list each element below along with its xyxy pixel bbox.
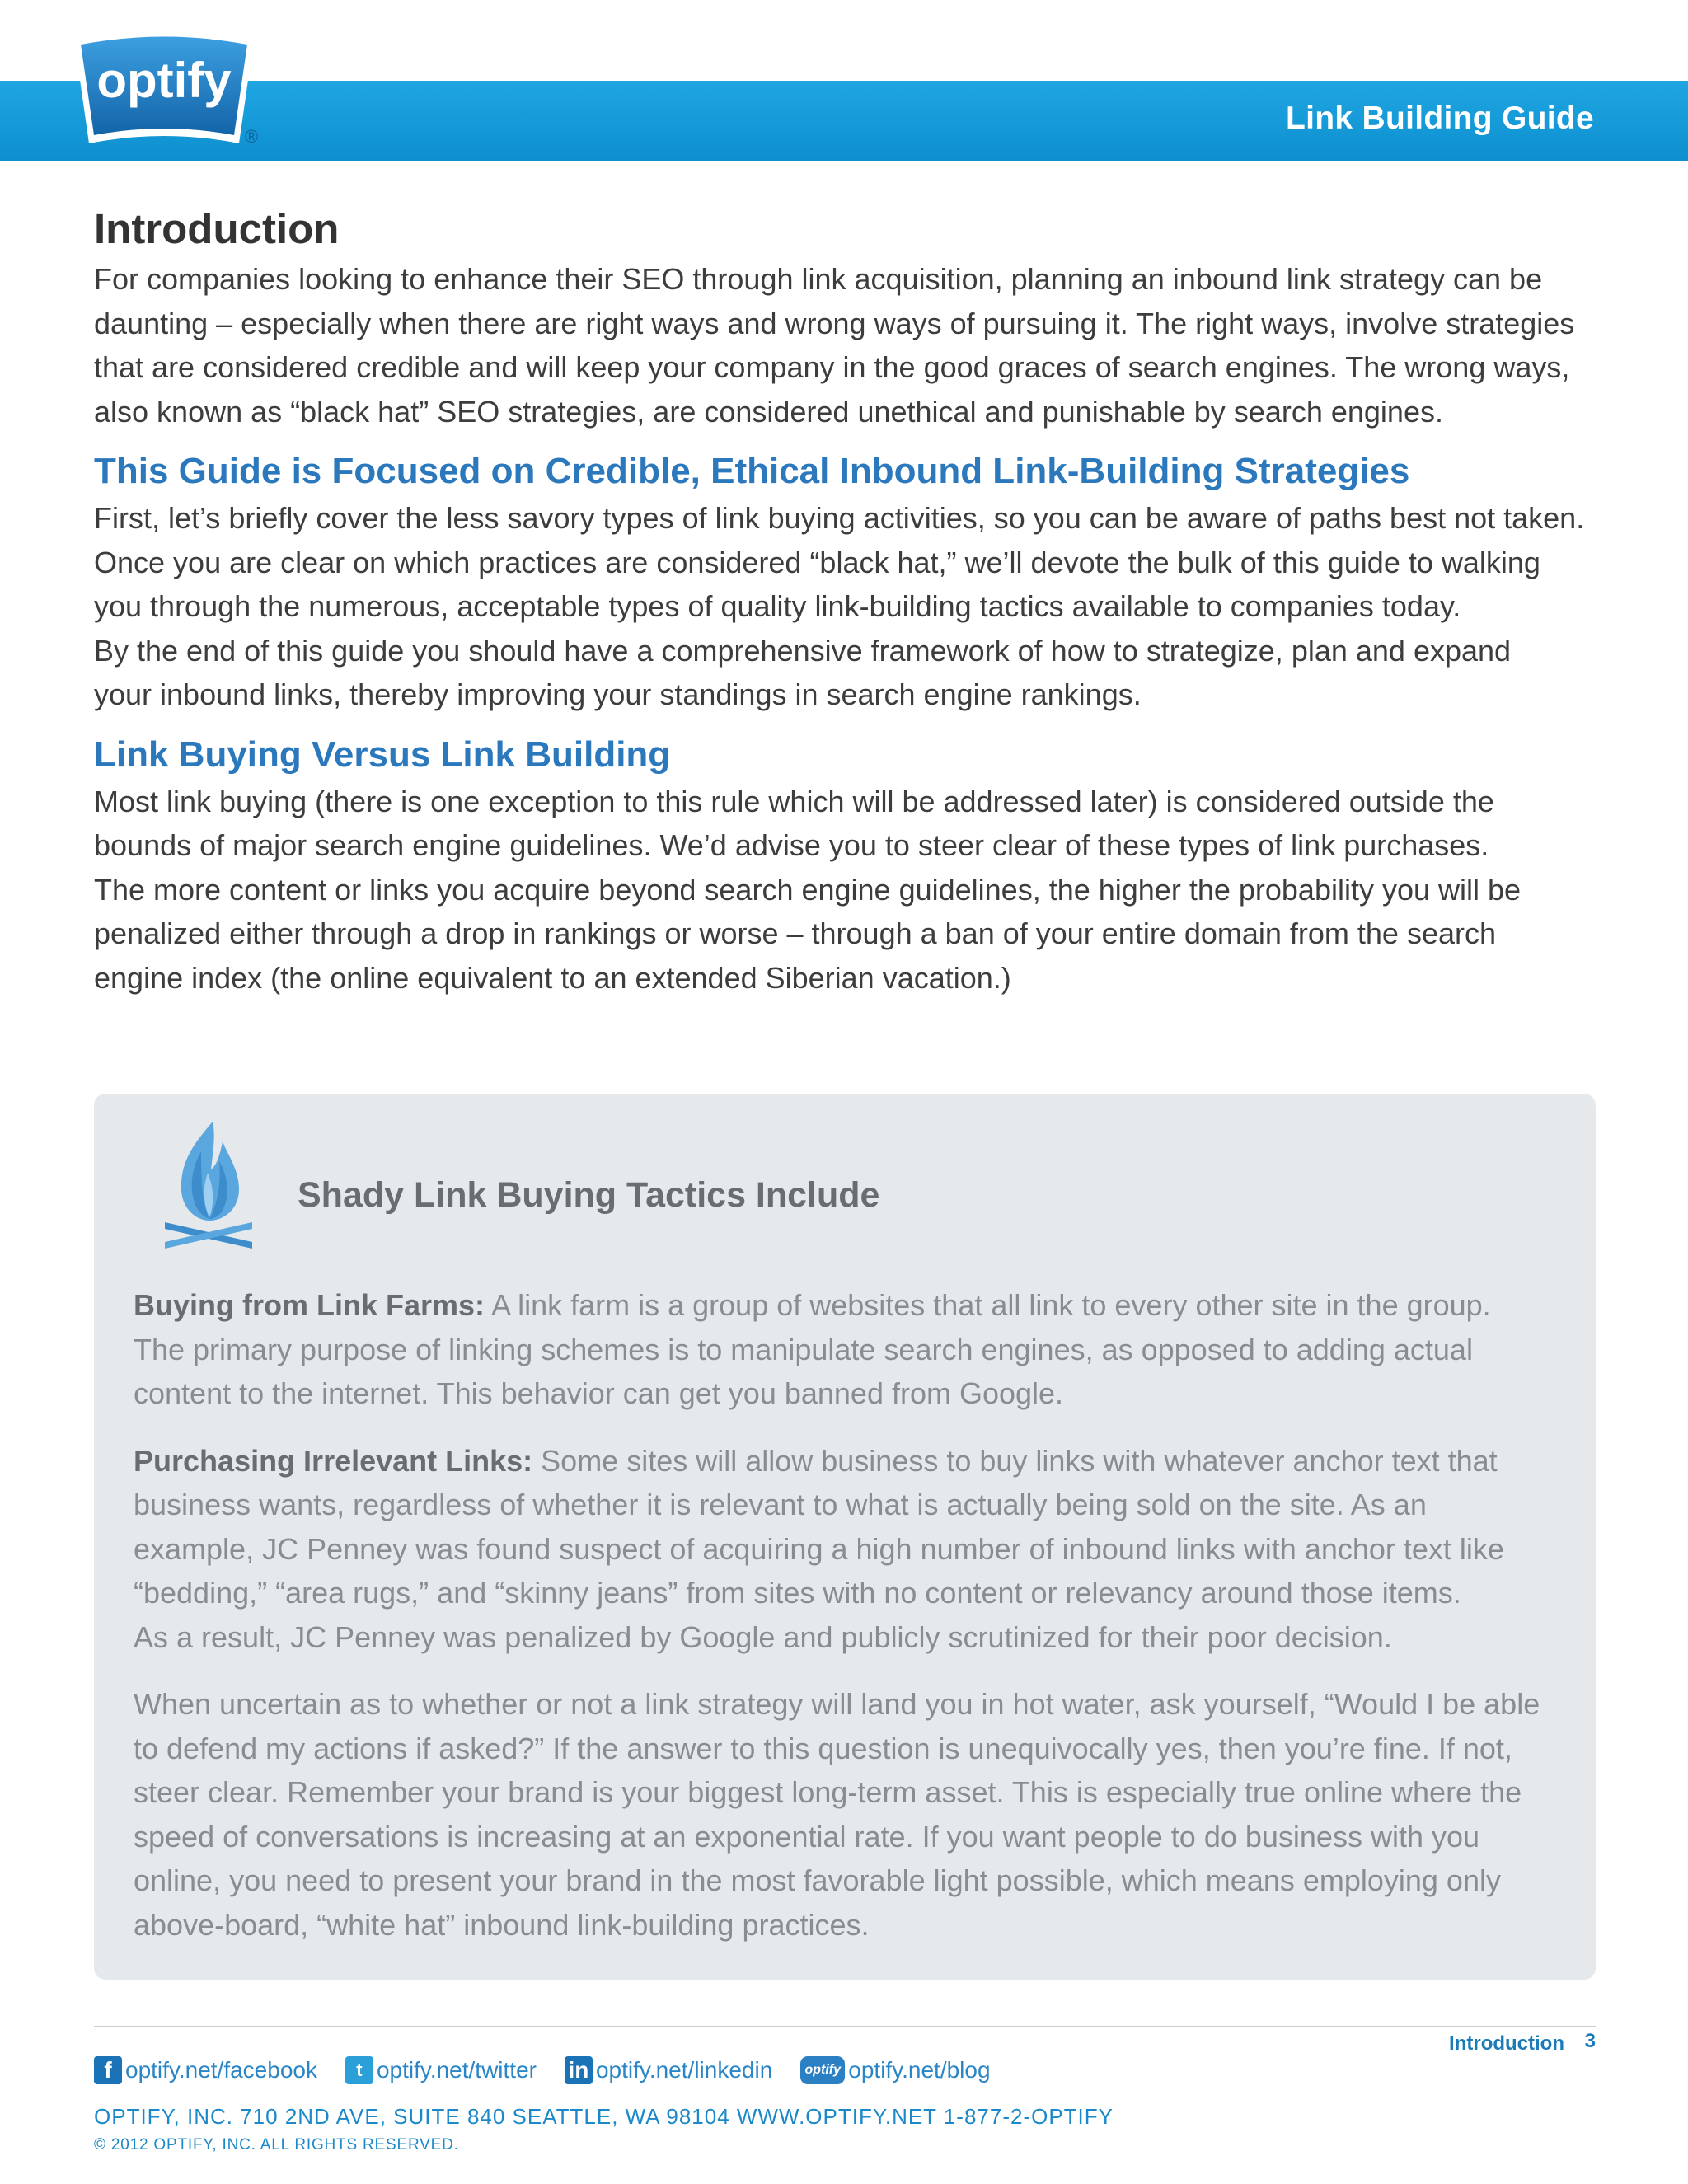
- closing-line: speed of conversations is increasing at an exponential rate. If you want people to do business with you: [134, 1819, 1480, 1854]
- buying-line: penalized either through a drop in rankings or worse – through a ban of your entire domain from the search: [94, 916, 1496, 950]
- page-title: Introduction: [94, 205, 340, 252]
- closing-line: above-board, “white hat” inbound link-building practices.: [134, 1907, 870, 1942]
- buying-line: engine index (the online equivalent to an extended Siberian vacation.): [94, 960, 1011, 995]
- closing-line: steer clear. Remember your brand is your biggest long-term asset. This is especially true online where the: [134, 1775, 1522, 1809]
- callout-title: Shady Link Buying Tactics Include: [298, 1175, 880, 1215]
- intro-line: daunting – especially when there are right ways and wrong ways of pursuing it. The right ways, involve strategies: [94, 306, 1575, 340]
- irrelevant-line: example, JC Penney was found suspect of acquiring a high number of inbound links with anchor text like: [134, 1531, 1504, 1566]
- shady-tactics-callout: [94, 1094, 1596, 1980]
- irrelevant-links-lead: Purchasing Irrelevant Links:: [134, 1443, 533, 1478]
- guide-line: you through the numerous, acceptable types of quality link-building tactics available to companies today.: [94, 589, 1461, 623]
- copyright: © 2012 OPTIFY, INC. ALL RIGHTS RESERVED.: [94, 2136, 459, 2154]
- link-buying-paragraph: [94, 780, 1602, 1001]
- logo-wordmark: optify: [96, 53, 232, 108]
- link-farms-paragraph: [134, 1283, 1568, 1416]
- blog-link[interactable]: [800, 2055, 990, 2085]
- twitter-link-label[interactable]: optify.net/twitter: [376, 2057, 537, 2083]
- guide-focus-heading: This Guide is Focused on Credible, Ethical Inbound Link-Building Strategies: [94, 451, 1410, 491]
- intro-line: For companies looking to enhance their SEO through link acquisition, planning an inbound link strategy can be: [94, 262, 1543, 296]
- irrelevant-line: “bedding,” “area rugs,” and “skinny jeans” from sites with no content or relevancy around those items.: [134, 1576, 1461, 1610]
- irrelevant-line: Some sites will allow business to buy links with whatever anchor text that: [532, 1443, 1498, 1478]
- irrelevant-line: business wants, regardless of whether it is relevant to what is actually being sold on the site. As an: [134, 1488, 1427, 1521]
- irrelevant-links-paragraph: [134, 1439, 1568, 1660]
- guide-line: Once you are clear on which practices are considered “black hat,” we’ll devote the bulk of this guide to walking: [94, 545, 1540, 579]
- footer-section-label: Introduction: [1449, 2032, 1564, 2055]
- twitter-link[interactable]: [345, 2055, 537, 2085]
- link-farms-line: A link farm is a group of websites that all link to every other site in the group.: [485, 1288, 1491, 1322]
- link-farms-line: The primary purpose of linking schemes is to manipulate search engines, as opposed to adding actual: [134, 1332, 1473, 1366]
- social-links: [94, 2054, 1019, 2087]
- intro-paragraph: [94, 257, 1602, 434]
- facebook-link[interactable]: [94, 2055, 317, 2085]
- closing-line: online, you need to present your brand in the most favorable light possible, which means employing only: [134, 1863, 1501, 1897]
- footer-divider: [94, 2026, 1596, 2027]
- registered-mark: ®: [245, 126, 259, 147]
- guide-line: By the end of this guide you should have a comprehensive framework of how to strategize, plan and expand: [94, 633, 1512, 668]
- closing-line: to defend my actions if asked?” If the answer to this question is unequivocally yes, then you’re fine. If not,: [134, 1731, 1512, 1765]
- link-buying-heading: Link Buying Versus Link Building: [94, 733, 671, 775]
- facebook-link-label[interactable]: optify.net/facebook: [125, 2057, 317, 2083]
- guide-title: Link Building Guide: [1285, 101, 1594, 136]
- intro-line: also known as “black hat” SEO strategies, are considered unethical and punishable by search engines.: [94, 394, 1443, 429]
- main-content: [94, 201, 1602, 1000]
- intro-line: that are considered credible and will keep your company in the good graces of search engines. The wrong ways,: [94, 350, 1570, 384]
- closing-paragraph: [134, 1682, 1568, 1947]
- campfire-icon: [162, 1118, 256, 1250]
- optify-blog-icon: optify: [800, 2056, 845, 2084]
- linkedin-icon: in: [565, 2056, 593, 2084]
- buying-line: Most link buying (there is one exception to this rule which will be addressed later) is considered outside the: [94, 784, 1494, 818]
- link-farms-lead: Buying from Link Farms:: [134, 1288, 485, 1322]
- closing-line: When uncertain as to whether or not a link strategy will land you in hot water, ask yourself, “Would I be able: [134, 1687, 1540, 1721]
- buying-line: The more content or links you acquire beyond search engine guidelines, the higher the probability you will be: [94, 872, 1522, 907]
- guide-focus-paragraph: [94, 496, 1602, 717]
- page-number: 3: [1584, 2030, 1596, 2052]
- blog-link-label[interactable]: optify.net/blog: [848, 2057, 991, 2083]
- buying-line: bounds of major search engine guidelines. We’d advise you to steer clear of these types of link purchases.: [94, 828, 1489, 862]
- optify-logo[interactable]: [69, 25, 259, 148]
- linkedin-link-label[interactable]: optify.net/linkedin: [595, 2057, 773, 2083]
- callout-body: [134, 1283, 1568, 1970]
- guide-line: First, let’s briefly cover the less savory types of link buying activities, so you can be aware of paths best not taken.: [94, 501, 1585, 535]
- company-address: OPTIFY, INC. 710 2ND AVE, SUITE 840 SEATTLE, WA 98104 WWW.OPTIFY.NET 1-877-2-OPTIFY: [94, 2104, 1114, 2129]
- irrelevant-line: As a result, JC Penney was penalized by Google and publicly scrutinized for their poor decision.: [134, 1619, 1392, 1654]
- facebook-icon: f: [94, 2056, 122, 2084]
- link-farms-line: content to the internet. This behavior can get you banned from Google.: [134, 1376, 1064, 1410]
- guide-line: your inbound links, thereby improving your standings in search engine rankings.: [94, 677, 1142, 711]
- linkedin-link[interactable]: [565, 2055, 772, 2085]
- twitter-icon: t: [345, 2056, 373, 2084]
